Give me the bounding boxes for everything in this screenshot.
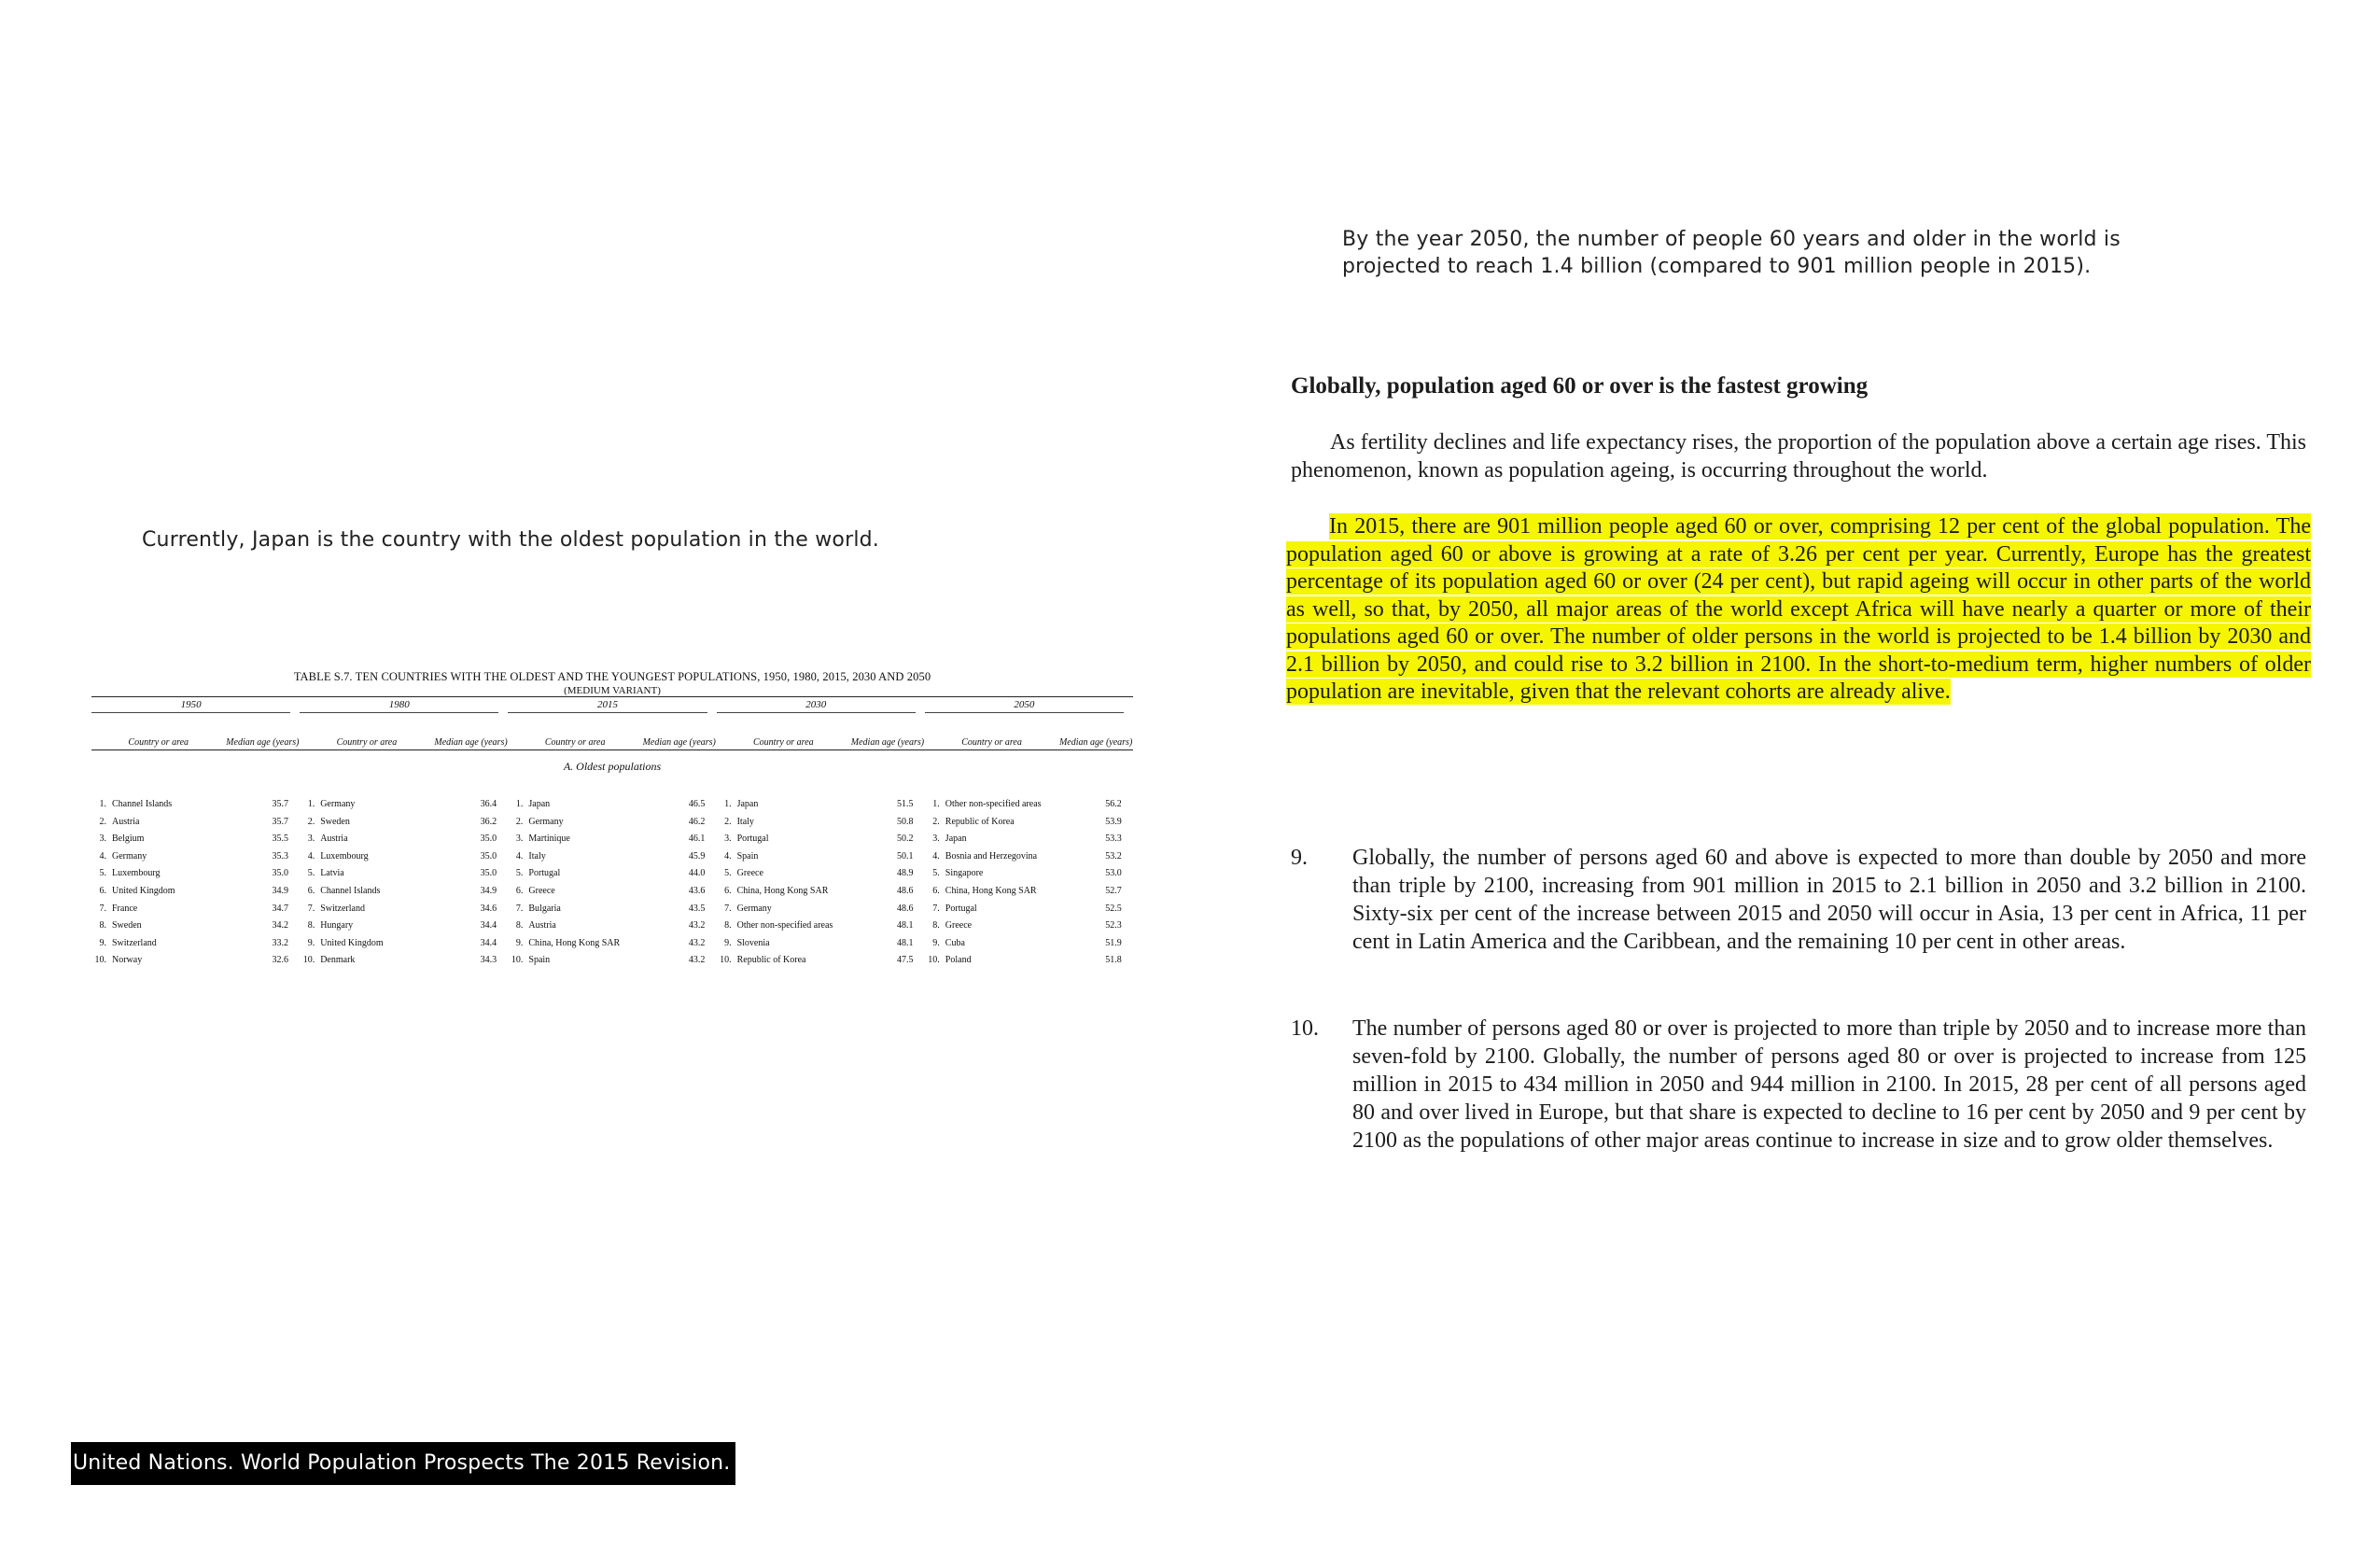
rank-label: 2. xyxy=(99,816,106,827)
caption-oldest-country: Currently, Japan is the country with the oldest population in the world. xyxy=(142,528,879,552)
table-cell xyxy=(91,831,300,848)
country-name: Norway xyxy=(112,955,143,966)
country-name: Hungary xyxy=(320,920,354,932)
table-cell xyxy=(508,814,716,832)
rank-label: 3. xyxy=(307,834,315,845)
country-header: Country or area xyxy=(961,737,1022,748)
table-cell xyxy=(300,883,508,901)
table-cell xyxy=(925,883,1133,901)
median-age-value: 43.2 xyxy=(688,955,706,966)
numbered-paragraph-9 xyxy=(1291,844,2306,956)
table-cell xyxy=(508,883,716,901)
table-cell xyxy=(925,865,1133,883)
rank-label: 5. xyxy=(724,868,732,879)
median-age-value: 44.0 xyxy=(688,868,706,879)
table-cell xyxy=(91,935,300,953)
table-cell xyxy=(925,831,1133,848)
country-name: Portugal xyxy=(736,834,769,845)
country-name: China, Hong Kong SAR xyxy=(736,885,829,896)
year-header: 1980 xyxy=(300,697,498,713)
year-header: 2050 xyxy=(925,697,1124,713)
median-age-value: 35.5 xyxy=(272,834,288,845)
median-age-value: 36.2 xyxy=(480,816,497,827)
median-age-value: 33.2 xyxy=(272,937,288,948)
table-cell xyxy=(91,814,300,832)
table-year-row xyxy=(91,697,1133,712)
table-row xyxy=(91,952,1133,970)
paragraph-number: 9. xyxy=(1291,846,1308,870)
rank-label: 5. xyxy=(515,868,524,879)
median-age-value: 53.3 xyxy=(1105,834,1122,845)
year-header: 1950 xyxy=(91,697,290,713)
median-age-value: 43.2 xyxy=(688,937,706,948)
country-name: Singapore xyxy=(945,868,984,879)
rank-label: 2. xyxy=(724,816,732,827)
table-cell xyxy=(300,918,508,935)
rank-label: 4. xyxy=(515,850,524,862)
country-name: Denmark xyxy=(320,955,356,966)
table-cell xyxy=(717,935,925,953)
table-row xyxy=(91,814,1133,832)
table-cell xyxy=(508,848,716,866)
table-cell xyxy=(91,883,300,901)
country-name: Luxembourg xyxy=(320,850,369,862)
median-age-value: 51.9 xyxy=(1105,937,1122,948)
table-row xyxy=(91,848,1133,866)
table-cell xyxy=(508,918,716,935)
highlighted-text: In 2015, there are 901 million people aged 60 or over, comprising 12 per cent of the global population. The population aged 60 or above is growing at a rate of 3.26 per cent per year. Currently, Europe has the greatest percentage of its population aged 60 or over (24 per cent), but rapid ageing will occur in other parts of the world as well, so that, by 2050, all major areas of the world except Africa will have nearly a quarter or more of their populations aged 60 or over. The number of older persons in the world is projected to be 1.4 billion by 2030 and 2.1 billion by 2050, and could rise to 3.2 billion in 2100. In the short-to-medium term, higher numbers of older population are inevitable, given that the relevant cohorts are already alive. xyxy=(1286,514,2311,704)
median-age-value: 48.6 xyxy=(897,885,914,896)
rank-label: 9. xyxy=(724,937,732,948)
document-heading: Globally, population aged 60 or over is the fastest growing xyxy=(1291,373,1869,399)
median-age-value: 50.1 xyxy=(897,850,914,862)
median-age-value: 34.6 xyxy=(480,903,497,914)
table-row xyxy=(91,918,1133,935)
country-name: Austria xyxy=(528,920,556,932)
table-cell xyxy=(925,935,1133,953)
table-cell xyxy=(717,796,925,814)
rank-label: 9. xyxy=(307,937,315,948)
country-name: Japan xyxy=(736,799,759,809)
table-cell xyxy=(91,918,300,935)
median-age-value: 34.3 xyxy=(480,955,497,966)
country-name: Switzerland xyxy=(112,937,157,948)
country-name: Switzerland xyxy=(320,903,365,914)
country-name: China, Hong Kong SAR xyxy=(945,885,1037,896)
rank-label: 8. xyxy=(307,920,315,932)
rank-label: 10. xyxy=(720,955,732,966)
median-age-value: 34.9 xyxy=(480,885,497,896)
table-cell xyxy=(925,952,1133,970)
country-header: Country or area xyxy=(128,737,189,748)
table-section-title: A. Oldest populations xyxy=(563,760,662,773)
country-name: Channel Islands xyxy=(320,885,381,896)
median-age-value: 46.5 xyxy=(688,799,706,809)
median-age-value: 53.9 xyxy=(1105,816,1122,827)
median-age-value: 35.0 xyxy=(480,850,497,862)
median-age-value: 36.4 xyxy=(480,799,497,809)
median-age-value: 43.6 xyxy=(688,885,706,896)
median-age-value: 34.7 xyxy=(272,903,288,914)
table-cell xyxy=(300,901,508,918)
table-cell xyxy=(91,865,300,883)
rank-label: 7. xyxy=(515,903,524,914)
median-age-header: Median age (years) xyxy=(434,737,508,748)
table-cell xyxy=(925,796,1133,814)
rank-label: 3. xyxy=(99,834,106,845)
table-row xyxy=(91,865,1133,883)
country-name: Belgium xyxy=(112,834,145,845)
table-row xyxy=(91,883,1133,901)
median-age-value: 48.1 xyxy=(897,937,914,948)
median-age-value: 34.4 xyxy=(480,937,497,948)
table-cell xyxy=(508,796,716,814)
rank-label: 1. xyxy=(99,799,106,809)
country-name: Other non-specified areas xyxy=(945,799,1042,809)
rank-label: 9. xyxy=(932,937,940,948)
country-name: Greece xyxy=(528,885,555,896)
median-age-value: 56.2 xyxy=(1105,799,1122,809)
rank-label: 4. xyxy=(932,850,940,862)
table-cell xyxy=(300,848,508,866)
country-name: Italy xyxy=(736,816,754,827)
country-name: Sweden xyxy=(320,816,350,827)
median-age-value: 35.7 xyxy=(272,799,288,809)
country-header: Country or area xyxy=(544,737,606,748)
median-age-value: 34.2 xyxy=(272,920,288,932)
rank-label: 8. xyxy=(99,920,106,932)
median-age-value: 43.5 xyxy=(688,903,706,914)
country-name: Italy xyxy=(528,850,546,862)
table-cell xyxy=(717,918,925,935)
rank-label: 5. xyxy=(307,868,315,879)
median-age-value: 51.8 xyxy=(1105,955,1122,966)
document-paragraph: As fertility declines and life expectancy rises, the proportion of the population above a certain age rises. This phenomenon, known as population ageing, is occurring throughout the world. xyxy=(1291,430,2306,483)
median-age-value: 46.1 xyxy=(688,834,706,845)
table-cell xyxy=(508,831,716,848)
country-name: Austria xyxy=(320,834,348,845)
rank-label: 1. xyxy=(932,799,940,809)
table-cell xyxy=(300,796,508,814)
country-name: Luxembourg xyxy=(112,868,161,879)
table-cell xyxy=(91,952,300,970)
country-header: Country or area xyxy=(753,737,814,748)
table-cell xyxy=(717,865,925,883)
table-cell xyxy=(717,883,925,901)
rank-label: 9. xyxy=(515,937,524,948)
rank-label: 10. xyxy=(94,955,106,966)
rank-label: 6. xyxy=(99,885,106,896)
table-cell xyxy=(925,901,1133,918)
median-age-header: Median age (years) xyxy=(850,737,925,748)
rank-label: 7. xyxy=(99,903,106,914)
country-name: Germany xyxy=(112,850,147,862)
rank-label: 2. xyxy=(932,816,940,827)
year-header: 2015 xyxy=(508,697,707,713)
country-name: Other non-specified areas xyxy=(736,920,833,932)
rank-label: 9. xyxy=(99,937,106,948)
paragraph-number: 10. xyxy=(1291,1016,1319,1041)
median-age-value: 52.3 xyxy=(1105,920,1122,932)
table-cell xyxy=(508,865,716,883)
table-cell xyxy=(925,848,1133,866)
country-name: Japan xyxy=(528,799,551,809)
rank-label: 8. xyxy=(932,920,940,932)
country-name: Cuba xyxy=(945,937,965,948)
country-name: Republic of Korea xyxy=(945,816,1015,827)
rank-label: 7. xyxy=(724,903,732,914)
table-body xyxy=(91,796,1133,970)
rank-label: 7. xyxy=(932,903,940,914)
country-name: Channel Islands xyxy=(112,799,173,809)
country-name: Poland xyxy=(945,955,972,966)
rank-label: 3. xyxy=(932,834,940,845)
median-age-value: 35.0 xyxy=(272,868,288,879)
rank-label: 4. xyxy=(307,850,315,862)
table-title: TABLE S.7. TEN COUNTRIES WITH THE OLDEST AND THE YOUNGEST POPULATIONS, 1950, 1980, 2015, 2030 AND 2050 xyxy=(293,670,931,683)
median-age-value: 35.0 xyxy=(480,868,497,879)
median-age-value: 51.5 xyxy=(897,799,914,809)
country-name: Martinique xyxy=(528,834,570,845)
table-row xyxy=(91,935,1133,953)
median-age-value: 48.1 xyxy=(897,920,914,932)
country-name: United Kingdom xyxy=(112,885,175,896)
table-cell xyxy=(91,901,300,918)
source-citation: United Nations. World Population Prospects The 2015 Revision. 2015. xyxy=(71,1442,735,1485)
country-name: Spain xyxy=(736,850,759,862)
median-age-header: Median age (years) xyxy=(642,737,716,748)
rank-label: 3. xyxy=(724,834,732,845)
rank-label: 6. xyxy=(932,885,940,896)
country-name: Greece xyxy=(945,920,973,932)
year-header: 2030 xyxy=(717,697,916,713)
rank-label: 10. xyxy=(928,955,940,966)
country-name: Portugal xyxy=(945,903,977,914)
median-age-value: 32.6 xyxy=(272,955,288,966)
median-age-value: 34.4 xyxy=(480,920,497,932)
rank-label: 3. xyxy=(515,834,524,845)
rank-label: 4. xyxy=(99,850,106,862)
median-age-value: 35.3 xyxy=(272,850,288,862)
table-cell xyxy=(717,952,925,970)
numbered-paragraph-10 xyxy=(1291,1015,2306,1155)
rank-label: 10. xyxy=(302,955,315,966)
rank-label: 10. xyxy=(511,955,524,966)
country-header: Country or area xyxy=(336,737,398,748)
rank-label: 6. xyxy=(724,885,732,896)
country-name: Republic of Korea xyxy=(736,955,806,966)
rank-label: 6. xyxy=(515,885,524,896)
rank-label: 1. xyxy=(515,799,524,809)
country-name: Germany xyxy=(736,903,772,914)
country-name: Spain xyxy=(528,955,551,966)
rank-label: 8. xyxy=(724,920,732,932)
table-subtitle: (MEDIUM VARIANT) xyxy=(564,685,661,696)
rank-label: 8. xyxy=(515,920,524,932)
median-age-value: 52.7 xyxy=(1105,885,1122,896)
table-cell xyxy=(925,918,1133,935)
rank-label: 1. xyxy=(307,799,315,809)
paragraph-text: The number of persons aged 80 or over is projected to more than triple by 2050 and to increase more than seven-fold by 2100. Globally, the number of persons aged 80 or over is projected to increase from 125 million in 2015 to 434 million in 2050 and 944 million in 2100. In 2015, 28 per cent of all persons aged 80 and over lived in Europe, but that share is expected to decline to 16 per cent by 2050 and 9 per cent by 2100 as the populations of other major areas continue to increase in size and to grow older themselves. xyxy=(1352,1016,2306,1153)
rank-label: 5. xyxy=(932,868,940,879)
country-name: Germany xyxy=(528,816,564,827)
median-age-value: 53.2 xyxy=(1105,850,1122,862)
table-row xyxy=(91,831,1133,848)
table-cell xyxy=(717,814,925,832)
country-name: Slovenia xyxy=(736,937,770,948)
table-cell xyxy=(300,814,508,832)
country-name: Greece xyxy=(736,868,763,879)
table-row xyxy=(91,796,1133,814)
oldest-populations-table xyxy=(91,670,1133,970)
table-row xyxy=(91,901,1133,918)
median-age-value: 48.9 xyxy=(897,868,914,879)
table-cell xyxy=(91,796,300,814)
rank-label: 2. xyxy=(307,816,315,827)
table-cell xyxy=(925,814,1133,832)
median-age-value: 45.9 xyxy=(688,850,706,862)
table-cell xyxy=(717,901,925,918)
table-header-rule xyxy=(91,749,1133,750)
table-cell xyxy=(508,935,716,953)
median-age-header: Median age (years) xyxy=(1058,737,1133,748)
table-cell xyxy=(300,831,508,848)
country-name: Latvia xyxy=(320,868,344,879)
rank-label: 2. xyxy=(515,816,524,827)
median-age-value: 43.2 xyxy=(688,920,706,932)
median-age-value: 52.5 xyxy=(1105,903,1122,914)
country-name: Japan xyxy=(945,834,967,845)
table-cell xyxy=(717,848,925,866)
median-age-value: 35.7 xyxy=(272,816,288,827)
median-age-value: 50.8 xyxy=(897,816,914,827)
median-age-value: 47.5 xyxy=(897,955,914,966)
country-name: Sweden xyxy=(112,920,142,932)
table-cell xyxy=(300,952,508,970)
median-age-header: Median age (years) xyxy=(226,737,300,748)
country-name: China, Hong Kong SAR xyxy=(528,937,621,948)
country-name: Bosnia and Herzegovina xyxy=(945,850,1038,862)
median-age-value: 35.0 xyxy=(480,834,497,845)
table-column-headers xyxy=(91,712,1133,749)
median-age-value: 50.2 xyxy=(897,834,914,845)
paragraph-text: Globally, the number of persons aged 60 and above is expected to more than double by 2050 and more than triple by 2100, increasing from 901 million in 2015 to 2.1 billion in 2050 and 3.2 billion in 2100. Sixty-six per cent of the increase between 2015 and 2050 will occur in Asia, 13 per cent in Africa, 11 per cent in Latin America and the Caribbean, and the remaining 10 per cent in other areas. xyxy=(1352,846,2306,954)
caption-2050-projection: By the year 2050, the number of people 60 years and older in the world is projected to reach 1.4 billion (compared to 901 million people in 2015). xyxy=(1342,228,2121,278)
table-cell xyxy=(508,952,716,970)
highlighted-paragraph xyxy=(1286,513,2311,707)
rank-label: 6. xyxy=(307,885,315,896)
table-cell xyxy=(717,831,925,848)
country-name: Portugal xyxy=(528,868,561,879)
table-cell xyxy=(91,848,300,866)
table-cell xyxy=(300,935,508,953)
country-name: Germany xyxy=(320,799,356,809)
median-age-value: 34.9 xyxy=(272,885,288,896)
country-name: United Kingdom xyxy=(320,937,384,948)
median-age-value: 53.0 xyxy=(1105,868,1122,879)
country-name: Austria xyxy=(112,816,140,827)
table-cell xyxy=(300,865,508,883)
rank-label: 1. xyxy=(724,799,732,809)
median-age-value: 46.2 xyxy=(688,816,706,827)
country-name: Bulgaria xyxy=(528,903,561,914)
rank-label: 7. xyxy=(307,903,315,914)
median-age-value: 48.6 xyxy=(897,903,914,914)
table-cell xyxy=(508,901,716,918)
rank-label: 5. xyxy=(99,868,106,879)
country-name: France xyxy=(112,903,138,914)
rank-label: 4. xyxy=(724,850,732,862)
